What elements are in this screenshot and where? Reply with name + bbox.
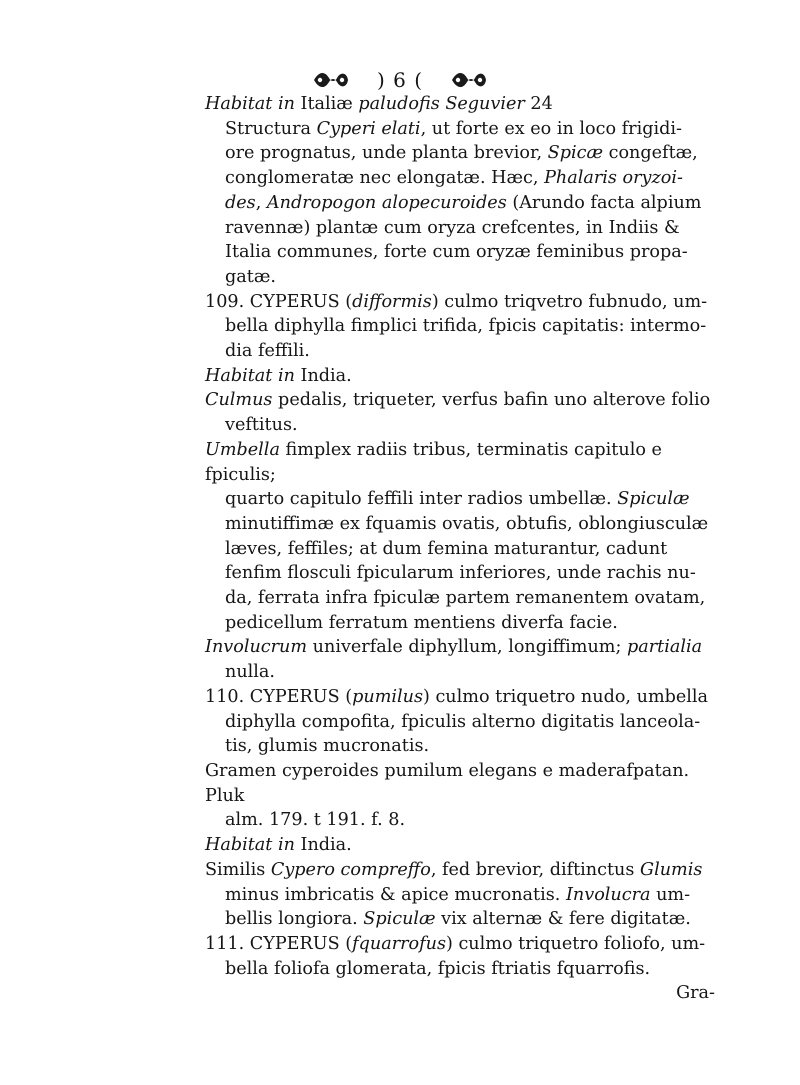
text-line: læves, feffiles; at dum femina maturantur, cadunt [225,538,668,559]
text-line: 110. CYPERUS (pumilus) culmo triquetro nudo, umbella [205,686,709,707]
text-line: des, Andropogon alopecuroides (Arundo facta alpium [225,192,702,213]
text-line: 111. CYPERUS (fquarrofus) culmo triquetro foliofo, um- [205,933,706,954]
text-line: dia feffili. [225,341,310,362]
text-line: Structura Cyperi elati, ut forte ex eo in loco frigidi- [225,118,682,139]
text-line: Similis Cypero compreffo, fed brevior, diftinctus Glumis [205,859,703,880]
text-line: 109. CYPERUS (difformis) culmo triqvetro fubnudo, um- [205,291,708,312]
text-line: Umbella fimplex radiis tribus, terminatis capitulo e fpiculis; [205,439,662,485]
text-line: veftitus. [225,415,298,436]
right-ornament-icon [449,69,489,91]
text-line: Habitat in Italiæ paludofis Seguvier 24 [205,94,553,114]
text-line: Habitat in India. [205,835,352,856]
text-line: ravennæ) plantæ cum oryza crefcentes, in Indiis & [225,217,680,238]
text-line: Culmus pedalis, triqueter, verfus bafin uno alterove folio [205,390,711,411]
text-line: alm. 179. t 191. f. 8. [225,810,406,831]
text-line: ore prognatus, unde planta brevior, Spicæ congeftæ, [225,143,698,164]
left-ornament-icon [311,69,351,91]
text-line: da, ferrata infra fpiculæ partem remanentem ovatam, [225,588,706,609]
text-line: Italia communes, forte cum oryzæ feminibus propa- [225,242,688,263]
text-line: gatæ. [225,266,276,287]
text-line: quarto capitulo feffili inter radios umbellæ. Spiculæ [225,489,690,510]
text-line: diphylla compofita, fpiculis alterno digitatis lanceola- [225,711,701,732]
page-header [0,68,800,92]
text-line: nulla. [225,662,275,683]
text-line: Involucrum univerfale diphyllum, longiffimum; partialia [205,637,703,658]
text-line: Gra- [676,983,715,1004]
text-line: tis, glumis mucronatis. [225,736,430,757]
text-line: minutiffimæ ex fquamis ovatis, obtufis, oblongiusculæ [225,513,709,534]
text-line: fenfim flosculi fpicularum inferiores, unde rachis nu- [225,563,696,584]
page-number: ) 6 ( [376,68,424,92]
body-text [205,92,725,1006]
text-line: Habitat in India. [205,365,352,386]
text-line: bella foliofa glomerata, fpicis ftriatis fquarrofis. [225,958,651,979]
text-line: conglomeratæ nec elongatæ. Hæc, Phalaris oryzoi- [225,168,683,189]
text-line: Gramen cyperoides pumilum elegans e maderafpatan. Pluk [205,760,690,806]
text-line: bella diphylla fimplici trifida, fpicis capitatis: intermo- [225,316,707,337]
text-line: pedicellum ferratum mentiens diverfa facie. [225,612,618,633]
text-line: minus imbricatis & apice mucronatis. Involucra um- [225,884,691,905]
text-line: bellis longiora. Spiculæ vix alternæ & fere digitatæ. [225,909,691,930]
